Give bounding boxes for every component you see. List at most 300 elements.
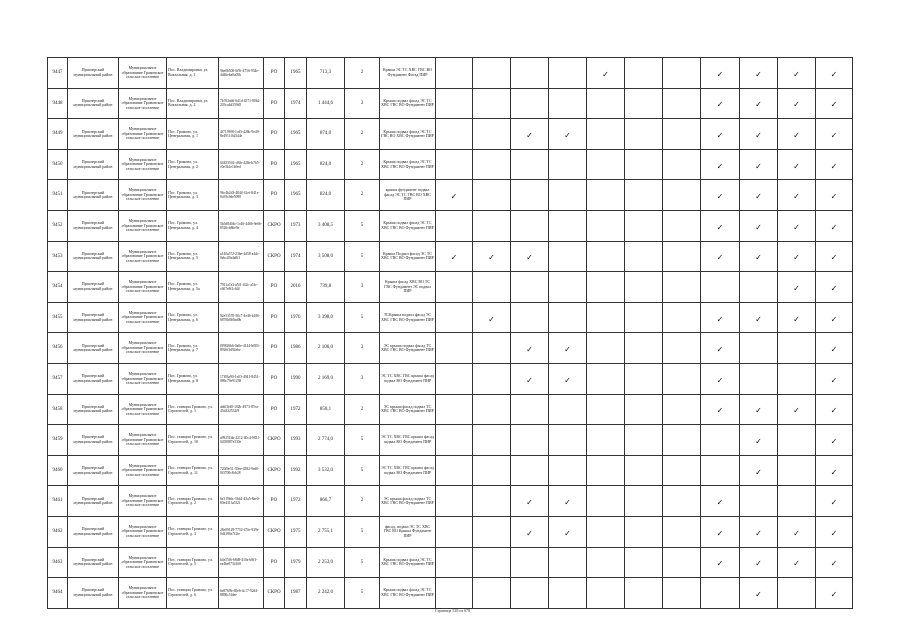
check-cell [816,455,853,486]
type-cell: РО [264,394,285,425]
type-cell: СКРО [264,455,285,486]
district-cell: Приозерский муниципальный район [68,578,119,609]
table-row [48,241,853,272]
check-cell [511,210,549,241]
table-row [48,425,853,456]
check-cell [663,455,701,486]
district-cell: Приозерский муниципальный район [68,180,119,211]
fias-code-cell: 96c4b2d3-4844-41ef-841e-8c09c9de5090 [219,180,264,211]
check-cell [549,333,587,364]
district-cell: Приозерский муниципальный район [68,547,119,578]
table-row [48,455,853,486]
table-row [48,272,853,303]
check-cell [473,58,511,89]
check-cell [701,241,740,272]
checkmark-icon: ✓ [755,436,762,446]
year-cell: 1965 [285,149,307,180]
row-number: 9459 [48,425,68,456]
fias-code-cell: b4e55f6-68d8-410a-b8f1-ea4be0734160 [219,547,264,578]
check-cell [511,547,549,578]
year-cell: 1992 [285,455,307,486]
district-cell: Приозерский муниципальный район [68,119,119,150]
checkmark-icon: ✓ [830,69,838,79]
checkmark-icon: ✓ [830,498,838,508]
check-cell [740,272,778,303]
settlement-cell: Муниципальное образование Громовское сельское поселение [119,272,167,303]
check-cell [473,119,511,150]
check-cell [816,241,853,272]
check-cell [587,516,625,547]
check-cell [549,58,587,89]
check-cell [778,394,816,425]
row-number: 9453 [48,241,68,272]
checkmark-icon: ✓ [564,345,571,355]
works-cell: Крыша фасад ХВС ВО ТС ГВС Фундамент ЭС подвал ПИР [380,272,436,303]
address-cell: Пос. Громово, ул. Центральная, д. 4 [167,210,219,241]
checkmark-icon: ✓ [793,253,800,263]
fias-code-cell: 6e319b6c-5bb2-45a5-8ae0-69e4313a5f2f [219,486,264,517]
checkmark-icon: ✓ [716,406,724,416]
checkmark-icon: ✓ [830,559,838,569]
checkmark-icon: ✓ [755,406,762,416]
checkmark-icon: ✓ [526,253,533,263]
check-cell [587,363,625,394]
check-cell [701,455,740,486]
table-row [48,58,853,89]
floors-cell: 2 [345,58,380,89]
works-cell: ЭС ТС ХВС ГВС крыша фасад подвал ВО Фундамент ПИР [380,455,436,486]
checkmark-icon: ✓ [755,559,762,569]
area-cell: 713,3 [307,58,345,89]
address-cell: Пос. станции Громово, ул. Строителей, д. 11 [167,455,219,486]
row-number: 9451 [48,180,68,211]
checkmark-icon: ✓ [450,253,458,263]
checkmark-icon: ✓ [755,528,762,538]
address-cell: Пос. Громово, ул. Центральная, д. 5а [167,272,219,303]
year-cell: 1993 [285,425,307,456]
fias-code-cell: 17f03a90-1e03-4941-8451-086c79e91238 [219,363,264,394]
check-cell [625,302,663,333]
works-cell: Крыша подвал фасад ЭС ТС ХВС ГВС ВО Фундамент ПИР [380,210,436,241]
check-cell [549,272,587,303]
check-cell [740,578,778,609]
check-cell [778,119,816,150]
check-cell [587,210,625,241]
check-cell [625,272,663,303]
year-cell: 1975 [285,516,307,547]
check-cell [549,516,587,547]
check-cell [778,455,816,486]
table-row [48,88,853,119]
check-cell [740,302,778,333]
type-cell: РО [264,119,285,150]
type-cell: РО [264,363,285,394]
address-cell: Пос. Владимировка, ул. Вокзальная, д. 1 [167,58,219,89]
checkmark-icon: ✓ [830,253,838,263]
check-cell [816,119,853,150]
works-cell: Крыша подвал фасад ЭС ТС ХВС ГВС ВО Фундамент ПИР [380,149,436,180]
check-cell [511,486,549,517]
type-cell: СКРО [264,578,285,609]
check-cell [778,210,816,241]
works-cell: крыша фундамент подвал фасад ЭС ТС ГВС ВО ХВС ПИР [380,180,436,211]
check-cell [663,547,701,578]
works-cell: Крыша подвал фасад ЭС ТС ХВС ГВС ВО Фундамент ПИР [380,578,436,609]
check-cell [663,516,701,547]
settlement-cell: Муниципальное образование Громовское сельское поселение [119,210,167,241]
settlement-cell: Муниципальное образование Громовское сельское поселение [119,516,167,547]
check-cell [587,394,625,425]
check-cell [473,425,511,456]
checkmark-icon: ✓ [716,222,724,232]
district-cell: Приозерский муниципальный район [68,394,119,425]
checkmark-icon: ✓ [755,100,762,110]
type-cell: РО [264,272,285,303]
checkmark-icon: ✓ [755,314,762,324]
check-cell [549,88,587,119]
fias-code-cell: 4f715908-1cd5-426b-9e49-8e4911f3d344e [219,119,264,150]
table-row [48,486,853,517]
checkmark-icon: ✓ [564,528,571,538]
check-cell [701,578,740,609]
check-cell [663,425,701,456]
checkmark-icon: ✓ [716,314,724,324]
checkmark-icon: ✓ [716,192,724,202]
check-cell [625,363,663,394]
district-cell: Приозерский муниципальный район [68,210,119,241]
check-cell [663,272,701,303]
check-cell [701,547,740,578]
check-cell [436,425,473,456]
fias-code-cell: 92e53570-50c7-4e46-b186-6870b0b9aa9b [219,302,264,333]
check-cell [816,425,853,456]
check-cell [473,241,511,272]
check-cell [778,516,816,547]
check-cell [740,333,778,364]
checkmark-icon: ✓ [716,375,724,385]
check-cell [625,486,663,517]
check-cell [778,302,816,333]
row-number: 9456 [48,333,68,364]
checkmark-icon: ✓ [716,253,724,263]
row-number: 9460 [48,455,68,486]
floors-cell: 2 [345,394,380,425]
checkmark-icon: ✓ [830,192,838,202]
area-cell: 824,0 [307,149,345,180]
check-cell [625,547,663,578]
checkmark-icon: ✓ [716,559,724,569]
check-cell [587,486,625,517]
checkmark-icon: ✓ [830,436,838,446]
check-cell [701,486,740,517]
check-cell [740,363,778,394]
check-cell [549,149,587,180]
row-number: 9463 [48,547,68,578]
fias-code-cell: 720f9e51-39ee-4582-9ed0-0f3700c8cb28 [219,455,264,486]
settlement-cell: Муниципальное образование Громовское сельское поселение [119,363,167,394]
table-row [48,149,853,180]
fias-code-cell: a99251bb-2212-40c4-9831-0205887e330e [219,425,264,456]
check-cell [549,578,587,609]
table-row [48,333,853,364]
check-cell [549,486,587,517]
check-cell [816,272,853,303]
checkmark-icon: ✓ [830,161,838,171]
check-cell [701,425,740,456]
check-cell [436,302,473,333]
district-cell: Приозерский муниципальный район [68,363,119,394]
check-cell [740,210,778,241]
fias-code-cell: 28e09129-7752-47fe-939e-0d4186e7f2fe [219,516,264,547]
row-number: 9450 [48,149,68,180]
check-cell [473,578,511,609]
works-cell: ТСКрыша подвал фасад ЭС ХВС ГВС ВО Фундамент ПИР [380,302,436,333]
address-cell: Пос. Громово, ул. Центральная, д. 3 [167,180,219,211]
checkmark-icon: ✓ [716,528,724,538]
checkmark-icon: ✓ [755,253,762,263]
check-cell [511,516,549,547]
works-cell: фасад, подвал ЭС ТС ХВС ГВС ВО Крыша Фундамент ПИР [380,516,436,547]
type-cell: РО [264,149,285,180]
year-cell: 1974 [285,88,307,119]
check-cell [549,119,587,150]
check-cell [663,88,701,119]
area-cell: 2 169,0 [307,363,345,394]
check-cell [663,149,701,180]
row-number: 9458 [48,394,68,425]
check-cell [740,149,778,180]
checkmark-icon: ✓ [830,467,838,477]
checkmark-icon: ✓ [716,345,724,355]
check-cell [778,578,816,609]
check-cell [587,547,625,578]
check-cell [740,88,778,119]
check-cell [436,58,473,89]
table-row [48,547,853,578]
check-cell [625,210,663,241]
settlement-cell: Муниципальное образование Громовское сельское поселение [119,58,167,89]
check-cell [473,486,511,517]
check-cell [778,272,816,303]
check-cell [436,394,473,425]
checkmark-icon: ✓ [793,528,800,538]
check-cell [625,149,663,180]
check-cell [587,272,625,303]
table-row [48,119,853,150]
floors-cell: 5 [345,425,380,456]
check-cell [549,210,587,241]
floors-cell: 5 [345,210,380,241]
settlement-cell: Муниципальное образование Громовское сельское поселение [119,149,167,180]
checkmark-icon: ✓ [716,100,724,110]
check-cell [778,241,816,272]
check-cell [663,241,701,272]
area-cell: 3 532,0 [307,455,345,486]
check-cell [587,333,625,364]
check-cell [511,394,549,425]
check-cell [511,149,549,180]
check-cell [663,363,701,394]
checkmark-icon: ✓ [755,161,762,171]
checkmark-icon: ✓ [793,406,800,416]
row-number: 9454 [48,272,68,303]
check-cell [740,241,778,272]
check-cell [436,333,473,364]
checkmark-icon: ✓ [488,253,495,263]
works-cell: Крыша подвал фасад ЭС ТС ХВС ГВС ВО Фундамент ПИР [380,547,436,578]
check-cell [816,210,853,241]
check-cell [587,425,625,456]
check-cell [701,119,740,150]
district-cell: Приозерский муниципальный район [68,302,119,333]
checkmark-icon: ✓ [793,100,800,110]
check-cell [549,302,587,333]
check-cell [511,425,549,456]
check-cell [740,394,778,425]
check-cell [473,302,511,333]
works-cell: ЭС крыша фасад подвал ТС ХВС ГВС ВО Фундамент ПИР [380,394,436,425]
check-cell [511,578,549,609]
works-cell: ЭС крыша подвал фасад ТС ХВС ГВС ВО Фундамент ПИР [380,333,436,364]
year-cell: 1965 [285,180,307,211]
check-cell [816,363,853,394]
row-number: 9462 [48,516,68,547]
check-cell [701,516,740,547]
year-cell: 1973 [285,210,307,241]
floors-cell: 5 [345,241,380,272]
fias-code-cell: a140a572-23be-4d58-a4dc-0ebc49a4a8f1 [219,241,264,272]
check-cell [511,180,549,211]
checkmark-icon: ✓ [793,131,800,141]
check-cell [701,210,740,241]
check-cell [625,241,663,272]
floors-cell: 2 [345,119,380,150]
check-cell [816,394,853,425]
check-cell [625,455,663,486]
type-cell: РО [264,486,285,517]
floors-cell: 2 [345,180,380,211]
area-cell: 824,0 [307,180,345,211]
check-cell [740,425,778,456]
fias-code-cell: 6e8769b-60e6-4c17-92d4-8890c3fdee [219,578,264,609]
checkmark-icon: ✓ [755,131,762,141]
district-cell: Приозерский муниципальный район [68,241,119,272]
address-cell: Пос. Владимировка, ул. Вокзальная, д. 2 [167,88,219,119]
year-cell: 1986 [285,333,307,364]
floors-cell: 2 [345,149,380,180]
check-cell [625,333,663,364]
checkmark-icon: ✓ [526,131,533,141]
checkmark-icon: ✓ [830,375,838,385]
row-number: 9452 [48,210,68,241]
settlement-cell: Муниципальное образование Громовское сельское поселение [119,88,167,119]
checkmark-icon: ✓ [830,131,838,141]
check-cell [701,363,740,394]
check-cell [436,363,473,394]
check-cell [778,425,816,456]
district-cell: Приозерский муниципальный район [68,486,119,517]
check-cell [587,58,625,89]
floors-cell: 3 [345,333,380,364]
year-cell: 1990 [285,363,307,394]
works-cell: ЭС ТС ХВС ГВС крыша фасад подвал ВО Фундамент ПИР [380,363,436,394]
check-cell [625,119,663,150]
settlement-cell: Муниципальное образование Громовское сельское поселение [119,333,167,364]
check-cell [740,455,778,486]
check-cell [436,149,473,180]
area-cell: 2 774,0 [307,425,345,456]
year-cell: 1965 [285,58,307,89]
type-cell: РО [264,302,285,333]
checkmark-icon: ✓ [716,131,724,141]
checkmark-icon: ✓ [830,406,838,416]
fias-code-cell: 7921a7a3-a5f1-4f2c-a5fc-c607e8f1c64f [219,272,264,303]
area-cell: 3 508,0 [307,241,345,272]
check-cell [663,302,701,333]
check-cell [701,88,740,119]
address-cell: Пос. станции Громово, ул. Строителей, д. 5 [167,547,219,578]
works-cell: ЭС крыша фасад подвал ТС ХВС ГВС ВО Фундамент ПИР [380,486,436,517]
address-cell: Пос. Громово, ул. Центральная, д. 8 [167,363,219,394]
check-cell [625,516,663,547]
works-cell: Крыша Подвал фасад ЭС ТС ХВС ГВС ВО Фундамент ПИР [380,241,436,272]
year-cell: 1979 [285,547,307,578]
address-cell: Пос. станции Громово, ул. Строителей, д. 1 [167,394,219,425]
check-cell [511,455,549,486]
check-cell [549,425,587,456]
checkmark-icon: ✓ [488,314,495,324]
checkmark-icon: ✓ [450,192,458,202]
settlement-cell: Муниципальное образование Громовское сельское поселение [119,455,167,486]
settlement-cell: Муниципальное образование Громовское сельское поселение [119,425,167,456]
settlement-cell: Муниципальное образование Громовское сельское поселение [119,394,167,425]
check-cell [663,180,701,211]
works-cell: ЭС ТС ХВС ГВС крыша фасад подвал ВО Фундамент ПИР [380,425,436,456]
check-cell [549,394,587,425]
year-cell: 2016 [285,272,307,303]
checkmark-icon: ✓ [830,345,838,355]
check-cell [740,180,778,211]
check-cell [473,455,511,486]
district-cell: Приозерский муниципальный район [68,333,119,364]
check-cell [663,486,701,517]
table-row [48,180,853,211]
check-cell [436,88,473,119]
check-cell [587,302,625,333]
district-cell: Приозерский муниципальный район [68,149,119,180]
check-cell [436,210,473,241]
checkmark-icon: ✓ [716,69,724,79]
check-cell [473,333,511,364]
row-number: 9455 [48,302,68,333]
year-cell: 1976 [285,302,307,333]
table-row [48,363,853,394]
check-cell [816,149,853,180]
settlement-cell: Муниципальное образование Громовское сельское поселение [119,241,167,272]
table-row [48,302,853,333]
check-cell [511,88,549,119]
check-cell [816,547,853,578]
type-cell: СКРО [264,425,285,456]
floors-cell: 5 [345,578,380,609]
fias-code-cell: 7b702ab6-6d1d-4571-80b2-203ca4d359d5 [219,88,264,119]
area-cell: 3 408,5 [307,210,345,241]
floors-cell: 2 [345,486,380,517]
check-cell [816,486,853,517]
address-cell: Пос. станции Громово, ул. Строителей, д. 2 [167,486,219,517]
check-cell [701,180,740,211]
checkmark-icon: ✓ [793,284,800,293]
